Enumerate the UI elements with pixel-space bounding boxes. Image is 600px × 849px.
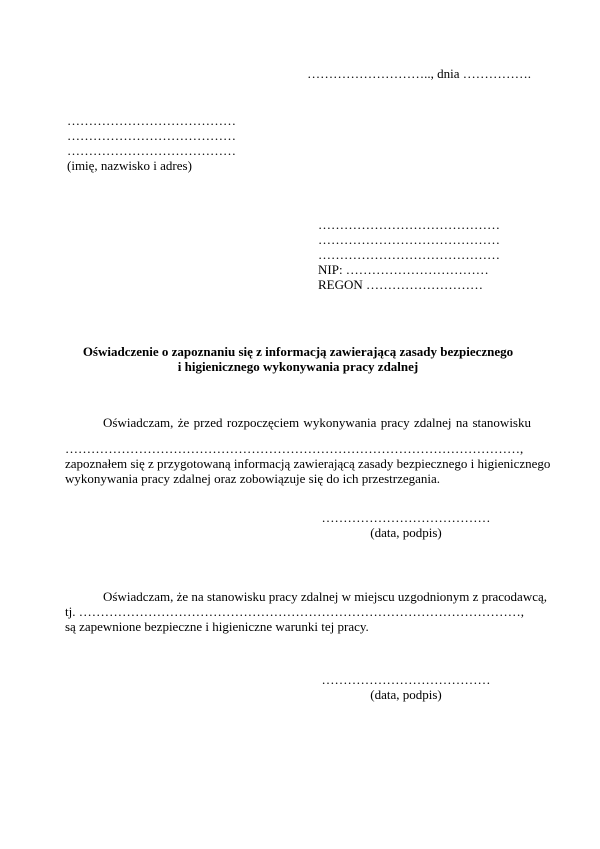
recipient-fill-line-2: …………………………………… [318,232,500,247]
paragraph-1-intro: Oświadczam, że przed rozpoczęciem wykonywania pracy zdalnej na stanowisku [103,415,531,430]
signature-2-label: (data, podpis) [370,687,442,702]
paragraph-1-fill-line: ……………………………………………………………………………………………, [65,441,524,456]
paragraph-2-intro: Oświadczam, że na stanowisku pracy zdalnej w miejscu uzgodnionym z pracodawcą, [103,589,548,604]
title-line-2: i higienicznego wykonywania pracy zdalnej [177,359,419,374]
paragraph-1-text-line-2: zapoznałem się z przygotowaną informacją zawierającą zasady bezpiecznego i higienicznego [65,456,551,471]
date-line: ……………………….., dnia ……………. [307,66,531,81]
paragraph-1 [65,415,551,486]
signature-block-2 [320,672,492,702]
title-line-1: Oświadczenie o zapoznaniu się z informacją zawierającą zasady bezpiecznego [82,344,514,359]
sender-fill-line-3: ………………………………… [67,143,236,158]
sender-label: (imię, nazwisko i adres) [67,158,192,173]
paragraph-2-closing: są zapewnione bezpieczne i higieniczne warunki tej pracy. [65,619,369,634]
signature-1-dots: ………………………………… [321,510,491,525]
regon-line: REGON ……………………… [318,277,484,292]
document-title [65,344,531,374]
signature-block-1 [320,510,492,540]
signature-2-dots: ………………………………… [321,672,491,687]
recipient-fill-line-3: …………………………………… [318,247,500,262]
sender-fill-line-1: ………………………………… [67,113,236,128]
sender-block [67,113,236,173]
sender-fill-line-2: ………………………………… [67,128,236,143]
paragraph-2 [65,589,548,634]
nip-line: NIP: …………………………… [318,262,489,277]
recipient-block [318,217,500,292]
signature-1-label: (data, podpis) [370,525,442,540]
recipient-fill-line-1: …………………………………… [318,217,500,232]
paragraph-2-fill-line: tj. …………………………………………………………………………………………, [65,604,524,619]
paragraph-1-text-line-3: wykonywania pracy zdalnej oraz zobowiązuje się do ich przestrzegania. [65,471,441,486]
